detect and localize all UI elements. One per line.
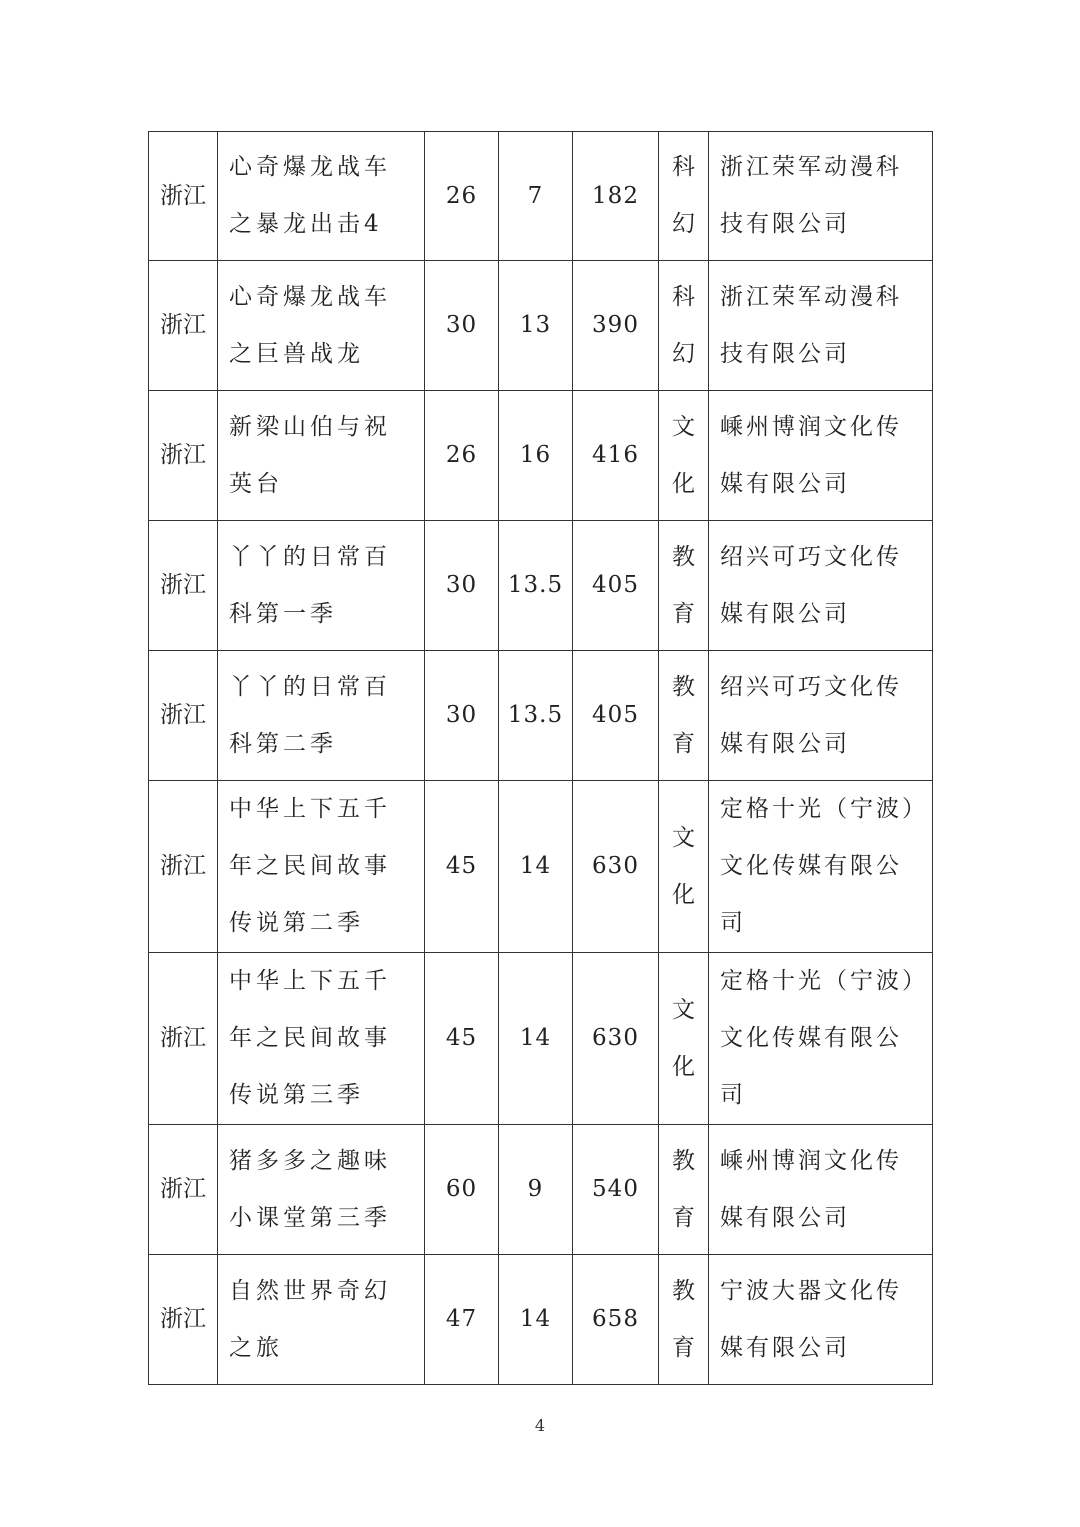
episodes-cell: 45 [425,781,499,953]
region-cell: 浙江 [149,391,218,521]
table-row [149,651,933,781]
company-cell: 浙江荣军动漫科技有限公司 [709,132,933,261]
genre-cell [659,391,709,521]
animation-record-table [148,131,933,1385]
genre-cell [659,651,709,781]
genre-cell [659,1255,709,1385]
company-cell: 嵊州博润文化传媒有限公司 [709,391,933,521]
minutes-cell: 9 [499,1125,573,1255]
table-row [149,1125,933,1255]
genre-cell [659,953,709,1125]
company-cell: 浙江荣军动漫科技有限公司 [709,261,933,391]
company-cell: 嵊州博润文化传媒有限公司 [709,1125,933,1255]
total-minutes-cell: 540 [573,1125,659,1255]
minutes-cell: 13.5 [499,651,573,781]
company-cell: 绍兴可巧文化传媒有限公司 [709,651,933,781]
company-cell: 定格十光（宁波）文化传媒有限公司 [709,781,933,953]
total-minutes-cell: 416 [573,391,659,521]
episodes-cell: 47 [425,1255,499,1385]
region-cell: 浙江 [149,1125,218,1255]
company-cell: 定格十光（宁波）文化传媒有限公司 [709,953,933,1125]
region-cell: 浙江 [149,521,218,651]
genre-cell [659,521,709,651]
region-cell: 浙江 [149,651,218,781]
company-cell: 绍兴可巧文化传媒有限公司 [709,521,933,651]
genre-cell [659,261,709,391]
total-minutes-cell: 630 [573,953,659,1125]
minutes-cell: 16 [499,391,573,521]
title-cell: 中华上下五千年之民间故事传说第三季 [218,953,425,1125]
episodes-cell: 30 [425,261,499,391]
minutes-cell: 14 [499,1255,573,1385]
title-cell: 新梁山伯与祝英台 [218,391,425,521]
region-cell: 浙江 [149,1255,218,1385]
title-cell: 自然世界奇幻之旅 [218,1255,425,1385]
table-row [149,953,933,1125]
genre-text: 文化 [672,996,695,1080]
title-cell: 猪多多之趣味小课堂第三季 [218,1125,425,1255]
minutes-cell: 13 [499,261,573,391]
total-minutes-cell: 630 [573,781,659,953]
table-row [149,261,933,391]
minutes-cell: 14 [499,953,573,1125]
table-row [149,781,933,953]
region-cell: 浙江 [149,781,218,953]
episodes-cell: 26 [425,391,499,521]
region-cell: 浙江 [149,261,218,391]
company-cell: 宁波大器文化传媒有限公司 [709,1255,933,1385]
total-minutes-cell: 405 [573,521,659,651]
episodes-cell: 45 [425,953,499,1125]
title-cell: 心奇爆龙战车之巨兽战龙 [218,261,425,391]
genre-text: 文化 [672,413,695,497]
minutes-cell: 14 [499,781,573,953]
genre-text: 文化 [672,824,695,908]
genre-text: 科幻 [672,154,695,237]
table-row [149,1255,933,1385]
episodes-cell: 30 [425,651,499,781]
title-cell: 丫丫的日常百科第一季 [218,521,425,651]
table-row [149,521,933,651]
table-row [149,132,933,261]
genre-cell [659,132,709,261]
page-number: 4 [534,1416,546,1435]
total-minutes-cell: 658 [573,1255,659,1385]
total-minutes-cell: 390 [573,261,659,391]
genre-text: 教育 [672,1147,695,1231]
region-cell: 浙江 [149,953,218,1125]
episodes-cell: 30 [425,521,499,651]
genre-cell [659,1125,709,1255]
minutes-cell: 7 [499,132,573,261]
table-row [149,391,933,521]
episodes-cell: 60 [425,1125,499,1255]
animation-table-container [148,131,932,1385]
genre-text: 教育 [672,543,695,627]
genre-text: 教育 [672,1277,695,1361]
genre-text: 教育 [672,673,695,757]
region-cell: 浙江 [149,132,218,261]
genre-text: 科幻 [672,283,695,367]
total-minutes-cell: 405 [573,651,659,781]
total-minutes-cell: 182 [573,132,659,261]
title-cell: 中华上下五千年之民间故事传说第二季 [218,781,425,953]
title-cell: 心奇爆龙战车之暴龙出击4 [218,132,425,261]
genre-cell [659,781,709,953]
minutes-cell: 13.5 [499,521,573,651]
episodes-cell: 26 [425,132,499,261]
title-cell: 丫丫的日常百科第二季 [218,651,425,781]
